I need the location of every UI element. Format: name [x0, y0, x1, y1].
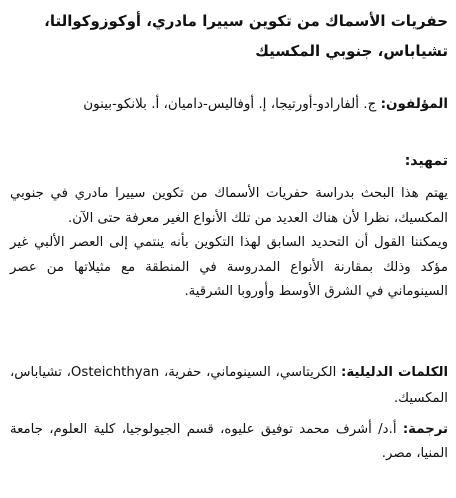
authors-line [10, 94, 448, 114]
authors-names: ج. ألفارادو-أورتيجا، إ. أوفاليس-داميان، أ. بلانكو-بينون [83, 96, 377, 112]
keywords-label: الكلمات الدليلية: [341, 365, 449, 380]
intro-paragraph-2: ويمكننا القول أن التحديد السابق لهذا التكوين بأنه ينتمي إلى العصر الألبي غير مؤكد وذلك بمقارنة الأنواع المدروسة في المنطقة مع مثيلاتها من عصر السينوماني في الشرق الأوسط وأوروبا الشرقية. [10, 235, 448, 299]
intro-paragraph-1: يهتم هذا البحث بدراسة حفريات الأسماك من تكوين سييرا مادري في جنوبي المكسيك، نظرا لأن هناك العديد من تلك الأنواع الغير معرفة حتى الآن. [10, 186, 448, 226]
intro-heading: تمهيد: [404, 153, 448, 169]
translator-label: ترجمة: [402, 422, 448, 437]
keywords-text: الكريتاسي، السينوماني، حفرية، Osteichthyan، تشياباس، المكسيك. [10, 365, 448, 406]
paper-title: حفريات الأسماك من تكوين سييرا مادري، أوكوزوكوالتا، تشياباس، جنوبي المكسيك [44, 12, 448, 60]
authors-label: المؤلفون: [380, 96, 448, 112]
intro-body [10, 182, 448, 305]
translator-text: أ.د/ أشرف محمد توفيق عليوه، قسم الجيولوجيا، كلية العلوم، جامعة المنيا، مصر. [10, 422, 448, 461]
keywords-block [10, 360, 448, 412]
translator-block [10, 418, 448, 466]
